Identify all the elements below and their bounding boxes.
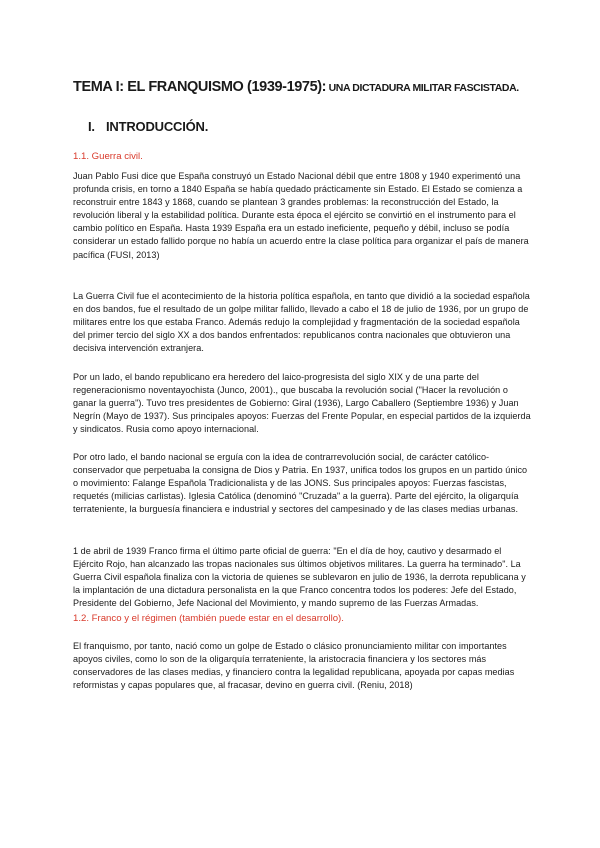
subsection-heading-guerra-civil: 1.1. Guerra civil. (73, 151, 143, 162)
paragraph-fin-guerra: 1 de abril de 1939 Franco firma el último parte oficial de guerra: "En el día de hoy, cautivo y desarmado el Ejército Rojo, han alcanzado las tropas nacionales sus últimos objetivos militares. La guerra ha terminado". La Guerra Civil española finaliza con la victoria de quienes se sublevaron en julio de 1936, la derrota republicana y la implantación de una dictadura personalista en la que Franco concentra todos los poderes: Jefe del Estado, Presidente del Gobierno, Jefe Nacional del Movimiento, y mando supremo de las Fuerzas Armadas. (73, 546, 526, 609)
paragraph-bando-republicano: Por un lado, el bando republicano era heredero del laico-progresista del siglo XIX y de una parte del regeneracionismo noventayochista (Junco, 2001)., que buscaba la revolución social ("Hacer la revolución o ganar la guerra"). Tuvo tres presidentes de Gobierno: Giral (1936), Largo Caballero (Septiembre 1936) y Juan Negrín (Mayo de 1937). Sus principales apoyos: Fuerzas del Frente Popular, en especial partidos de la izquierda y sindicatos. Rusia como apoyo internacional. (73, 372, 531, 435)
paragraph-guerra-civil: La Guerra Civil fue el acontecimiento de la historia política española, en tanto que dividió a la sociedad española en dos bandos, fue el resultado de un golpe militar fallido, llevado a cabo el 18 de julio de 1936, por un grupo de militares entre los que estaba Franco. Además redujo la complejidad y fragmentación de la sociedad española del primer tercio del siglo XX a dos bandos enfrentados: republicanos contra nacionales que obtuvieron una decisiva intervención extranjera. (73, 291, 530, 354)
paragraph-bando-nacional: Por otro lado, el bando nacional se erguía con la idea de contrarrevolución social, de carácter católico-conservador que perpetuaba la consigna de Dios y Patria. En 1937, unifica todos los grupos en un partido único o movimiento: Falange Española Tradicionalista y de las JONS. Sus principales apoyos: Fuerzas fascistas, requetés (milicias carlistas). Iglesia Católica (denominó "Cruzada" a la guerra). Parte del ejército, la oligarquía terrateniente, la burguesía financiera e industrial y sectores del campesinado y de las clases medias urbanas. (73, 452, 528, 515)
paragraph-franquismo: El franquismo, por tanto, nació como un golpe de Estado o clásico pronunciamiento militar con importantes apoyos civiles, como lo son de la oligarquía terrateniente, la aristocracia financiera y los sectores más conservadores de las clases medias, y financiero contra la legalidad republicana, apoyada por capas medias reformistas y capas populares que, al fracasar, devino en guerra civil. (Reniu, 2018) (73, 641, 515, 691)
section-title: INTRODUCCIÓN. (106, 119, 209, 134)
section-heading (88, 119, 208, 134)
subsection-heading-franco-regimen: 1.2. Franco y el régimen (también puede estar en el desarrollo). (73, 613, 344, 624)
title-subtitle: UNA DICTADURA MILITAR FASCISTADA. (326, 82, 519, 94)
title-main: TEMA I: EL FRANQUISMO (1939-1975): (73, 79, 327, 95)
document-title (73, 78, 543, 96)
paragraph-fusi: Juan Pablo Fusi dice que España construyó un Estado Nacional débil que entre 1808 y 1940 experimentó una profunda crisis, en torno a 1840 España se había quedado prácticamente sin Estado. El Estado se comienza a reconstruir entre 1843 y 1868, cuando se plantean 3 grandes problemas: la reconstrucción del Estado, la revolución liberal y la estabilidad política. Durante esta época el ejército se convirtió en el instrumento para el cambio político en España. Hasta 1939 España era un estado ineficiente, pequeño y débil, incluso se podía considerar un estado fallido porque no había un acuerdo entre la clase política para organizar el país de manera pacífica (FUSI, 2013) (73, 171, 529, 260)
section-number: I. (88, 119, 95, 134)
